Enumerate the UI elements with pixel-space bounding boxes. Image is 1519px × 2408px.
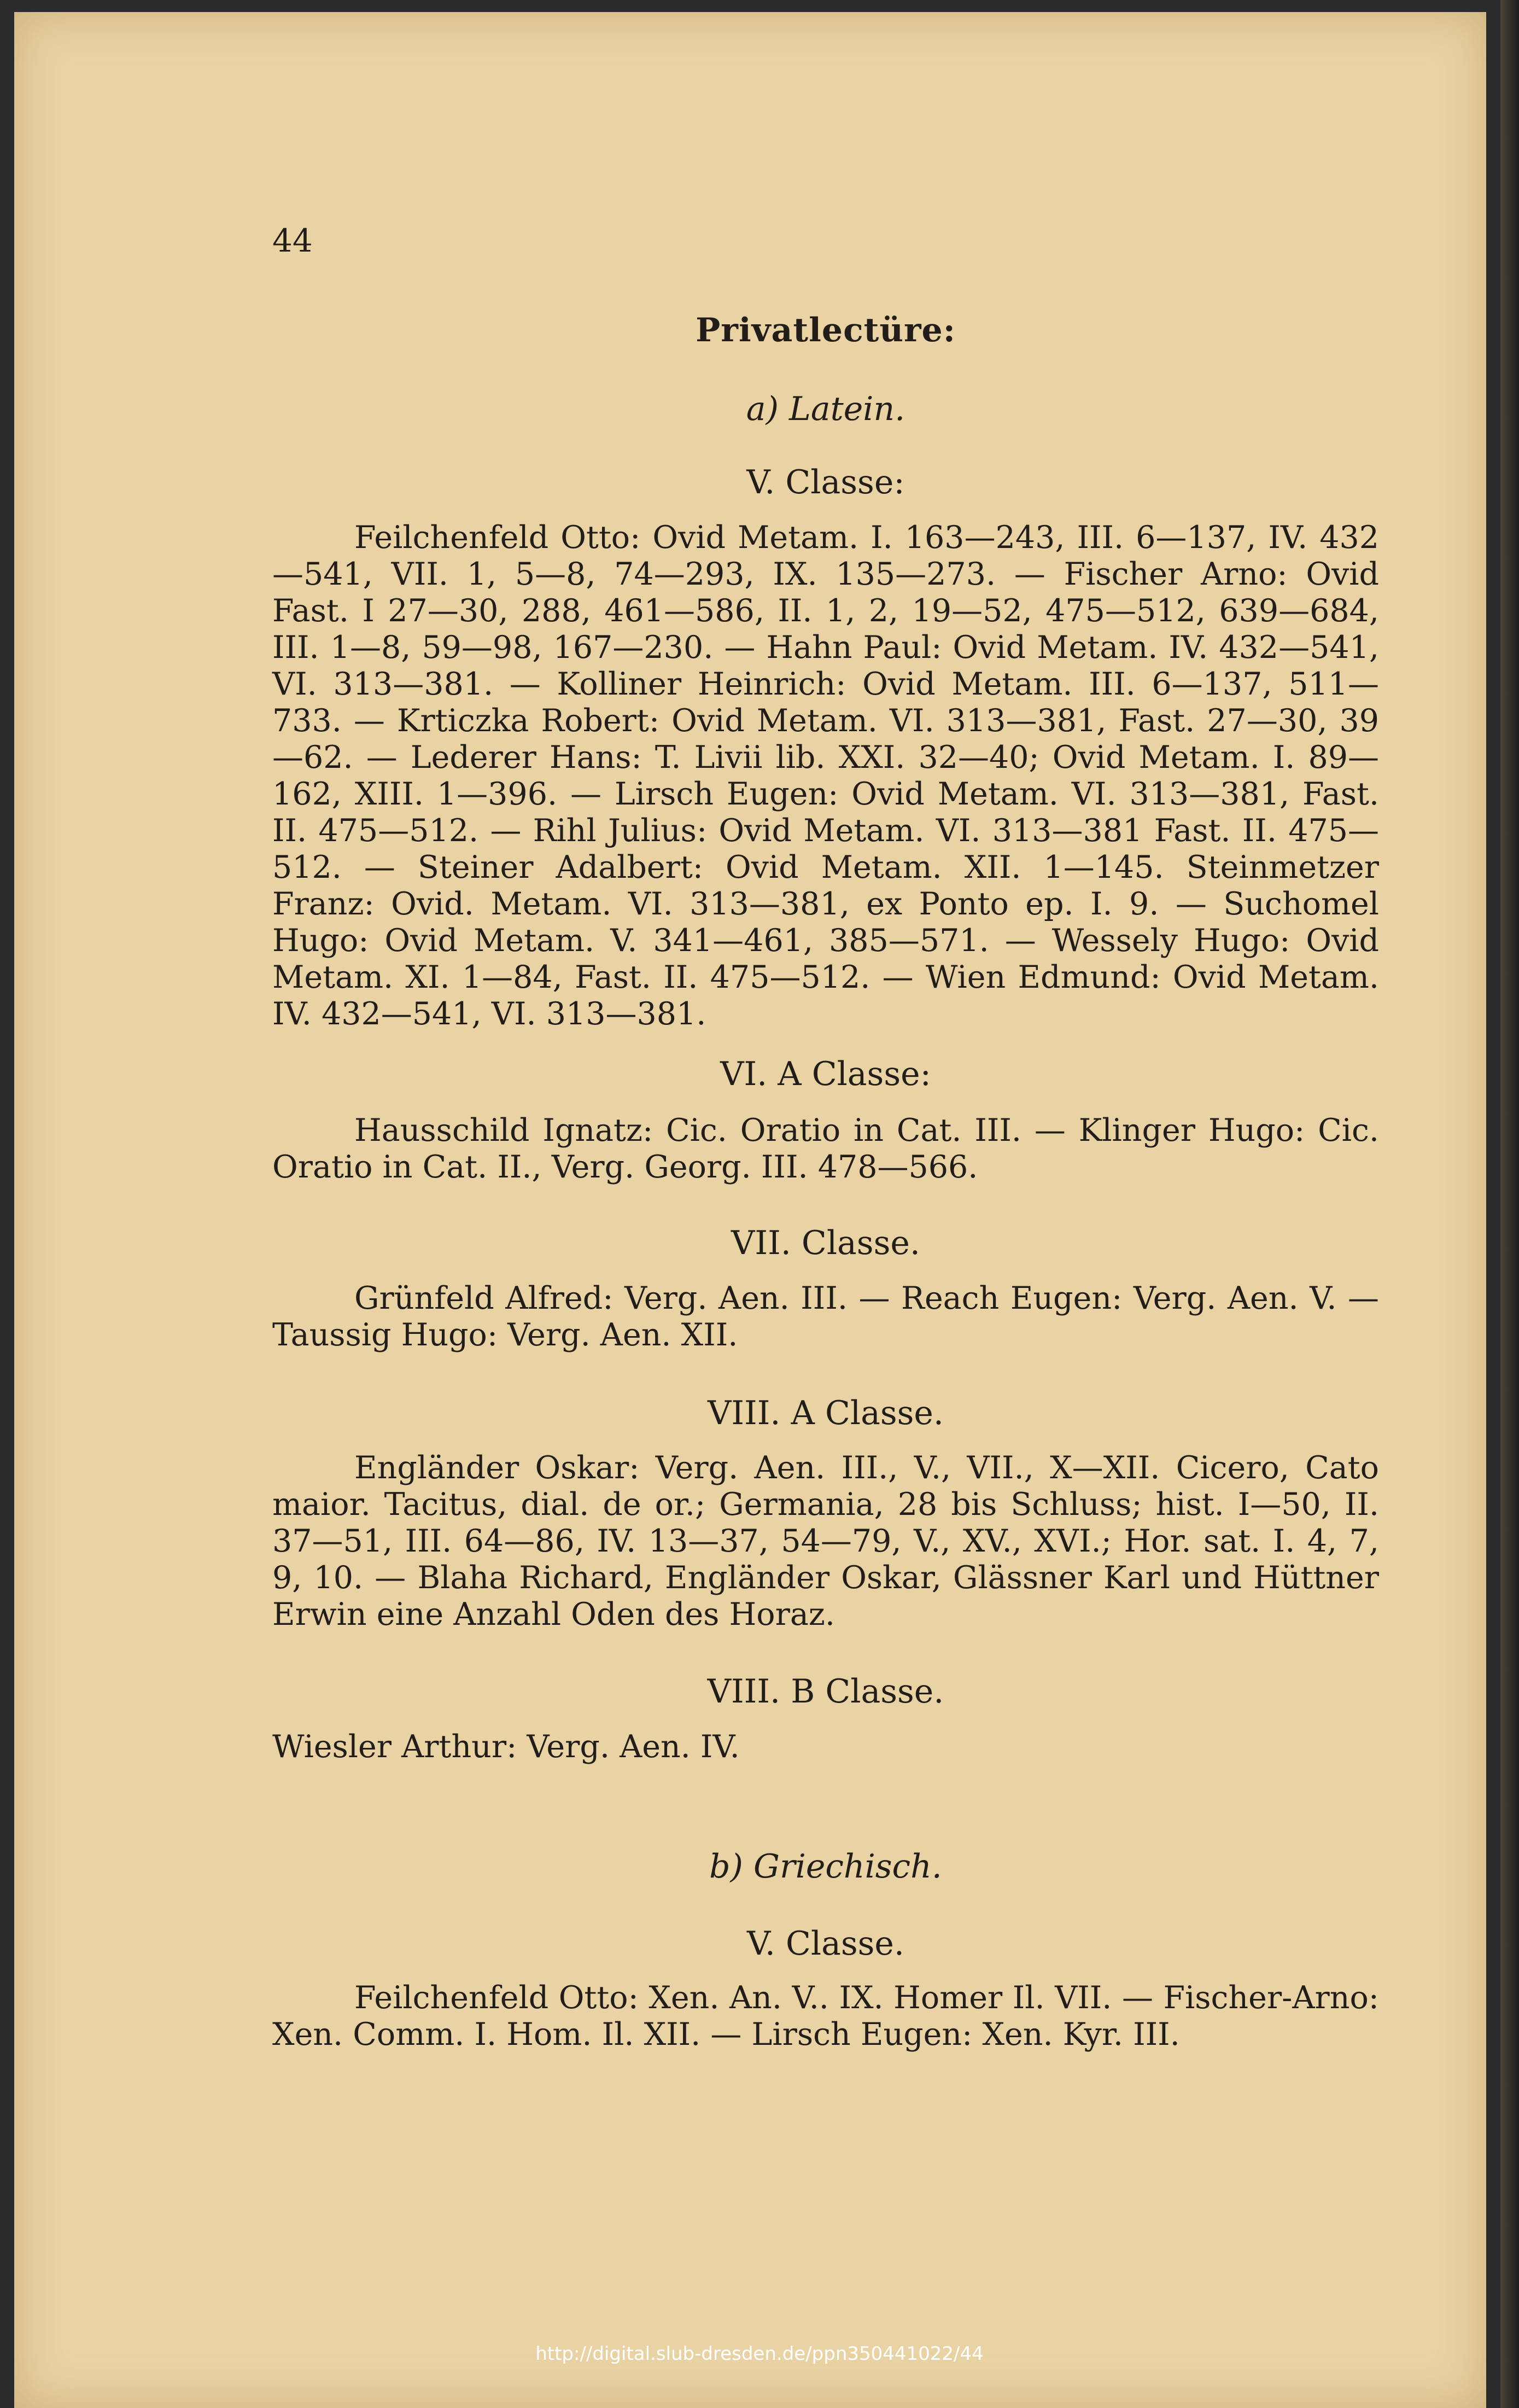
latin-section-heading: a) Latein. <box>746 390 905 428</box>
latin-vii-classe-heading: VII. Classe. <box>731 1224 920 1262</box>
page-title: Privatlectüre: <box>696 311 956 349</box>
greek-v-classe-heading: V. Classe. <box>746 1925 905 1963</box>
page-binding-edge <box>1500 0 1519 2408</box>
greek-v-classe-text: Feilchenfeld Otto: Xen. An. V.. IX. Homer Il. VII. — Fischer-Arno: Xen. Comm. I. Hom. Il. XII. — Lirsch Eugen: Xen. Kyr. III. <box>272 1980 1379 2053</box>
latin-viii-b-classe-heading: VIII. B Classe. <box>707 1672 944 1711</box>
latin-viii-a-classe-text: Engländer Oskar: Verg. Aen. III., V., VII., X—XII. Cicero, Cato maior. Tacitus, dial. de or.; Germania, 28 bis Schluss; hist. I—50, II. 37—51, III. 64—86, IV. 13—37, 54—79, V., XV., XVI.; Hor. sat. I. 4, 7, 9, 10. — Blaha Richard, Engländer Oskar, Glässner Karl und Hüttner Erwin eine Anzahl Oden des Horaz. <box>272 1450 1379 1632</box>
latin-vi-a-classe-text: Hausschild Ignatz: Cic. Oratio in Cat. III. — Klinger Hugo: Cic. Oratio in Cat. II., Verg. Georg. III. 478—566. <box>272 1112 1379 1185</box>
latin-viii-a-classe-heading: VIII. A Classe. <box>707 1394 944 1432</box>
source-url-caption: http://digital.slub-dresden.de/ppn350441022/44 <box>535 2343 984 2365</box>
greek-section-heading: b) Griechisch. <box>709 1847 942 1886</box>
page-number: 44 <box>272 222 313 259</box>
latin-v-classe-heading: V. Classe: <box>746 463 905 502</box>
latin-v-classe-text: Feilchenfeld Otto: Ovid Metam. I. 163—243, III. 6—137, IV. 432—541, VII. 1, 5—8, 74—293, IX. 135—273. — Fischer Arno: Ovid Fast. I 27—30, 288, 461—586, II. 1, 2, 19—52, 475—512, 639—684, III. 1—8, 59—98, 167—230. — Hahn Paul: Ovid Metam. IV. 432—541, VI. 313—381. — Kolliner Heinrich: Ovid Metam. III. 6—137, 511—733. — Krticzka Robert: Ovid Metam. VI. 313—381, Fast. 27—30, 39—62. — Lederer Hans: T. Livii lib. XXI. 32—40; Ovid Metam. I. 89—162, XIII. 1—396. — Lirsch Eugen: Ovid Metam. VI. 313—381, Fast. II. 475—512. — Rihl Julius: Ovid Metam. VI. 313—381 Fast. II. 475—512. — Steiner Adalbert: Ovid Metam. XII. 1—145. Steinmetzer Franz: Ovid. Metam. VI. 313—381, ex Ponto ep. I. 9. — Suchomel Hugo: Ovid Metam. V. 341—461, 385—571. — Wessely Hugo: Ovid Metam. XI. 1—84, Fast. II. 475—512. — Wien Edmund: Ovid Metam. IV. 432—541, VI. 313—381. <box>272 520 1379 1032</box>
latin-vii-classe-text: Grünfeld Alfred: Verg. Aen. III. — Reach Eugen: Verg. Aen. V. — Taussig Hugo: Verg. Aen. XII. <box>272 1280 1379 1353</box>
latin-viii-b-classe-text: Wiesler Arthur: Verg. Aen. IV. <box>272 1729 740 1765</box>
latin-vi-a-classe-heading: VI. A Classe: <box>720 1055 931 1093</box>
